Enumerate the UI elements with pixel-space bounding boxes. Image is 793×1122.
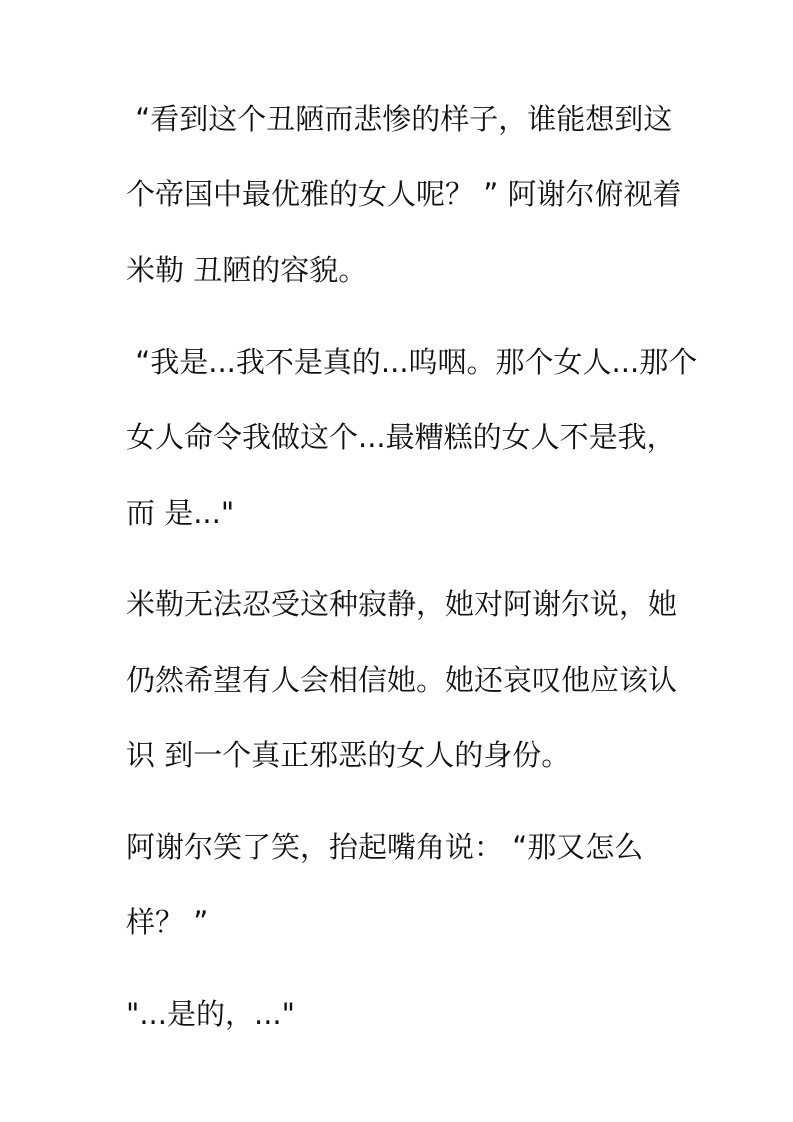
paragraph-1-line-1: “看到这个丑陋而悲惨的样子，谁能想到这: [126, 102, 673, 136]
paragraph-2-line-3: 而 是...": [126, 496, 235, 530]
paragraph-1-line-3: 米勒 丑陋的容貌。: [126, 253, 368, 287]
paragraph-3-line-3: 识 到一个真正邪恶的女人的身份。: [126, 738, 571, 772]
paragraph-3-line-2: 仍然希望有人会相信她。她还哀叹他应该认: [126, 663, 678, 697]
paragraph-4-line-1: 阿谢尔笑了笑，抬起嘴角说： “那又怎么: [126, 830, 644, 864]
paragraph-1-line-2: 个帝国中最优雅的女人呢？ ” 阿谢尔俯视着: [126, 177, 682, 211]
paragraph-5-line-1: "...是的，...": [126, 997, 295, 1031]
paragraph-2-line-1: “我是...我不是真的...呜咽。那个女人...那个: [126, 345, 698, 379]
paragraph-3-line-1: 米勒无法忍受这种寂静，她对阿谢尔说，她: [126, 587, 678, 621]
paragraph-2-line-2: 女人命令我做这个...最糟糕的女人不是我，: [126, 420, 676, 454]
paragraph-4-line-2: 样？ ”: [126, 905, 209, 939]
